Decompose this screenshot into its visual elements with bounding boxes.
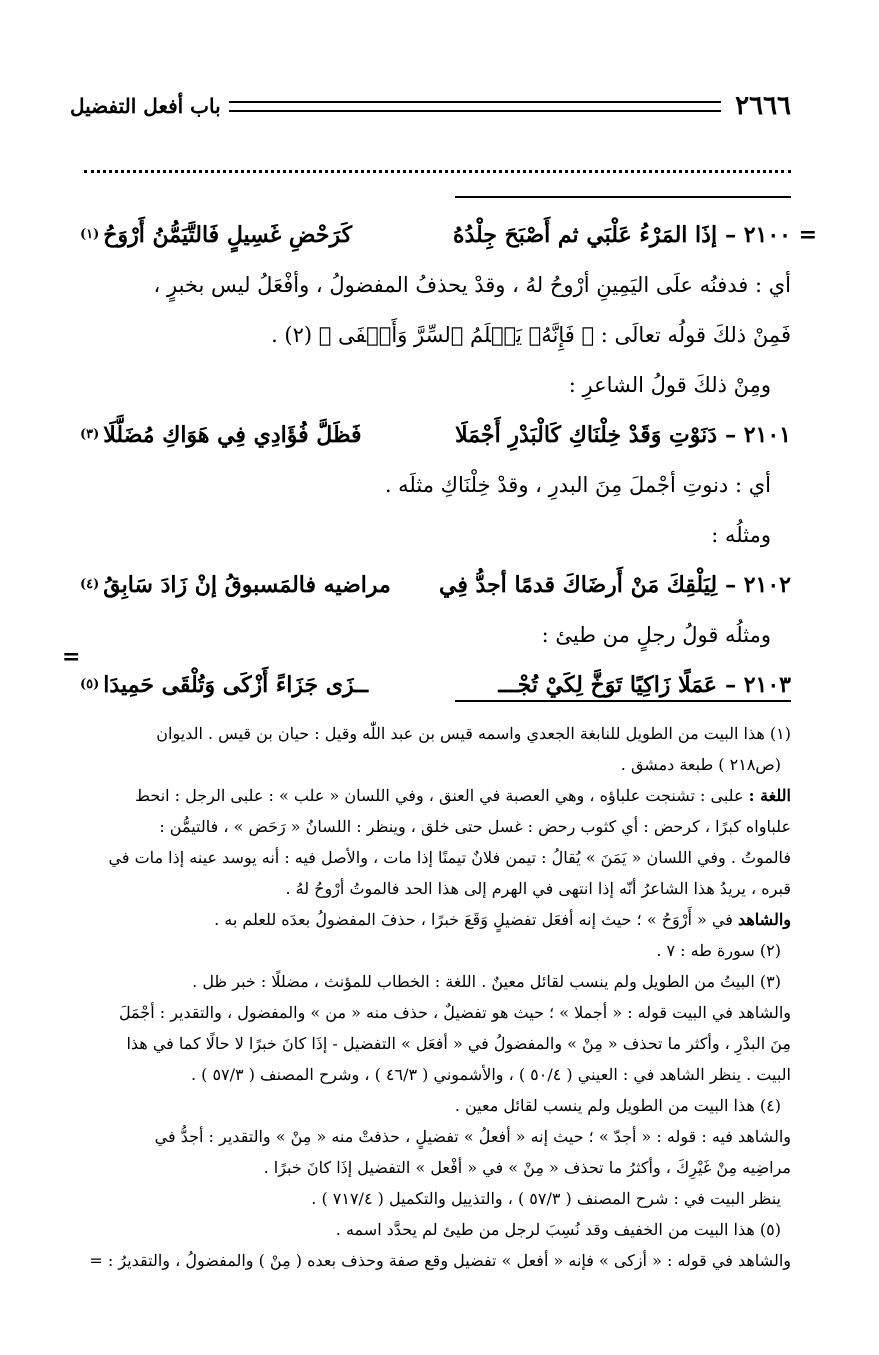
- footnote-line: (٣) البيتُ من الطويل ولم ينسب لقائل معينٌ . اللغة : الخطاب للمؤنث ، مضللًا : خبر ظل .: [192, 972, 781, 991]
- footnote-label: والشاهد: [737, 910, 791, 929]
- continuation-mark: =: [798, 222, 817, 248]
- verse-2101: [80, 410, 791, 460]
- paragraph: ومثلُه قولُ رجلٍ من طيئ :: [541, 623, 771, 647]
- dotted-separator: [84, 150, 791, 173]
- verse-2103: [80, 660, 791, 710]
- footnote-ref: (٥): [80, 677, 100, 692]
- top-rule: [455, 196, 791, 198]
- footnote-line: قبره ، يريدُ هذا الشاعرُ أنّه إذا انتهى في الهرم إلى هذا الحد فالموتُ أرْوحُ لهُ .: [285, 879, 791, 898]
- verse-second-hemistich: كَرَحْضِ غَسِيلٍ فَالتَّيَمُّنُ أَرْوَحُ: [103, 222, 353, 248]
- verse-first-hemistich: لِيَلْقِكَ مَنْ أَرضَاكَ قدمًا أجدُّ فِي: [439, 572, 718, 598]
- verse-2100: [80, 210, 791, 260]
- footnote-rule: [455, 700, 791, 702]
- continuation-mark: =: [62, 644, 81, 670]
- footnote-ref: (١): [80, 227, 100, 242]
- footnote-line: (٢) سورة طه : ٧ .: [656, 941, 781, 960]
- footnote-text: في « أَرْوَحُ » ؛ حيث إنه أفعَل تفضيلٍ وَقَعَ خبرًا ، حذفَ المفضولُ بعدَه للعلم به .: [214, 910, 738, 929]
- footnote-line: (ص٢١٨ ) طبعة دمشق .: [620, 755, 781, 774]
- verse-second-hemistich: ــزَى جَزَاءً أَزْكَى وَتُلْقَى حَمِيدَا: [103, 672, 369, 698]
- footnote-ref: (٣): [80, 427, 100, 442]
- verse-2102: [80, 560, 791, 610]
- footnote-line: (٤) هذا البيت من الطويل ولم ينسب لقائل معين .: [454, 1096, 781, 1115]
- verse-number: ٢١٠٣ –: [725, 672, 791, 698]
- footnote-line: البيت . ينظر الشاهد في : العيني ( ٥٠/٤ ) ، والأشموني ( ٤٦/٣ ) ، وشرح المصنف ( ٥٧/٣ ) .: [190, 1065, 791, 1084]
- chapter-title: باب أفعل التفضيل: [70, 94, 221, 118]
- footnote-line: والشاهد في البيت قوله : « أجملا » ؛ حيث هو تفضيلٌ ، حذف منه « من » والمفضول ، والتقدير : أجْمَلَ: [118, 1003, 791, 1022]
- page-number: ٢٦٦٦: [735, 91, 791, 121]
- verse-second-hemistich: مراضيه فالمَسبوقُ إنْ زَادَ سَابِقُ: [103, 572, 391, 598]
- footnote-line: مِنَ البدْرِ ، وأكثر ما تحذف « مِنْ » والمفضولُ في « أفعَل » التفضيل - إذَا كانَ خبرًا لا حالًا كما في هذا: [126, 1034, 791, 1053]
- footnote-line: (٥) هذا البيت من الخفيف وقد نُسِبَ لرجل من طيئ لم يحدَّد اسمه .: [335, 1220, 781, 1239]
- footnote-line: [80, 904, 791, 935]
- footnote-line: [80, 780, 791, 811]
- footnote-line: مراضِيه مِنْ غَيْرِكَ ، وأكثرُ ما تحذف « مِنْ » في « أفْعل » التفضيل إذَا كانَ خبرًا .: [263, 1158, 791, 1177]
- page-header: [70, 86, 791, 126]
- footnotes: [80, 718, 791, 1276]
- paragraph: ومثلُه :: [711, 523, 771, 547]
- paragraph: أي : فدفنُه علَى اليَمِينِ أرْوحُ لهُ ، وقدْ يحذفُ المفضولُ ، وأفْعَلُ ليس بخبرٍ ،: [153, 273, 791, 297]
- header-rule: [229, 101, 721, 112]
- paragraph: أي : دنوتِ أجْملَ مِنَ البدرِ ، وقدْ خِلْنَاكِ مثلَه .: [384, 473, 771, 497]
- verse-number: ٢١٠٢ –: [725, 572, 791, 598]
- verse-first-hemistich: إذَا المَرْءُ عَلْبَي ثم أَصْبَحَ جِلْدُهُ: [452, 222, 718, 248]
- footnote-line: ينظر البيت في : شرح المصنف ( ٥٧/٣ ) ، والتذييل والتكميل ( ٧١٧/٤ ) .: [311, 1189, 781, 1208]
- verse-second-hemistich: فَظَلَّ فُؤَادِي فِي هَوَاكِ مُضَلَّلَا: [103, 422, 362, 448]
- verse-number: ٢١٠٠ –: [725, 222, 791, 248]
- footnote-text: علبى : تشنجت علباؤه ، وهي العصبة في العنق ، وفي اللسان « علب » : علبى الرجل : انحط: [135, 786, 749, 805]
- verse-first-hemistich: دَنَوْتِ وَقَدْ خِلْنَاكِ كَالْبَدْرِ أَجْمَلَا: [455, 422, 718, 448]
- footnote-line: (١) هذا البيت من الطويل للنابغة الجعدي واسمه قيس بن عبد اللّٰه وقيل : حيان بن قيس . الديوان: [156, 724, 791, 743]
- footnote-line: والشاهد في قوله : « أزكى » فإنه « أفعل » تفضيل وقع صفة وحذف بعده ( مِنْ ) والمفضولُ ، والتقديرُ : =: [89, 1251, 791, 1270]
- footnote-ref: (٤): [80, 577, 100, 592]
- main-text: [80, 210, 791, 710]
- footnote-line: فالموتُ . وفي اللسان « يَمَنَ » يُقالُ : تيمن فلانٌ تيمنًا إذا مات ، والأصل فيه : أنه يوسد عينه إذا مات في: [108, 848, 791, 867]
- verse-number: ٢١٠١ –: [725, 422, 791, 448]
- paragraph: فَمِنْ ذلكَ قولُه تعالَى : ﴿ فَإِنَّهُۥ يَعۡلَمُ ٱلسِّرَّ وَأَخۡفَى ﴾ (٢) .: [271, 323, 791, 347]
- footnote-line: والشاهد فيه : قوله : « أجدّ » ؛ حيث إنه « أفعلُ » تفضيلٍ ، حذفتْ منه « مِنْ » والتقدير : أجدُّ في: [154, 1127, 791, 1146]
- paragraph: ومِنْ ذلكَ قولُ الشاعرِ :: [568, 373, 771, 397]
- footnote-label: اللغة :: [748, 786, 791, 805]
- footnote-line: علباواه كبرًا ، كرحض : أي كثوب رحض : غسل حتى خلق ، وينظر : اللسانُ « رَحَض » ، فالتيمُّن :: [159, 817, 791, 836]
- verse-first-hemistich: عَمَلًا زَاكِيًا تَوَخَّ لِكَيْ تُجْـــ: [498, 672, 718, 698]
